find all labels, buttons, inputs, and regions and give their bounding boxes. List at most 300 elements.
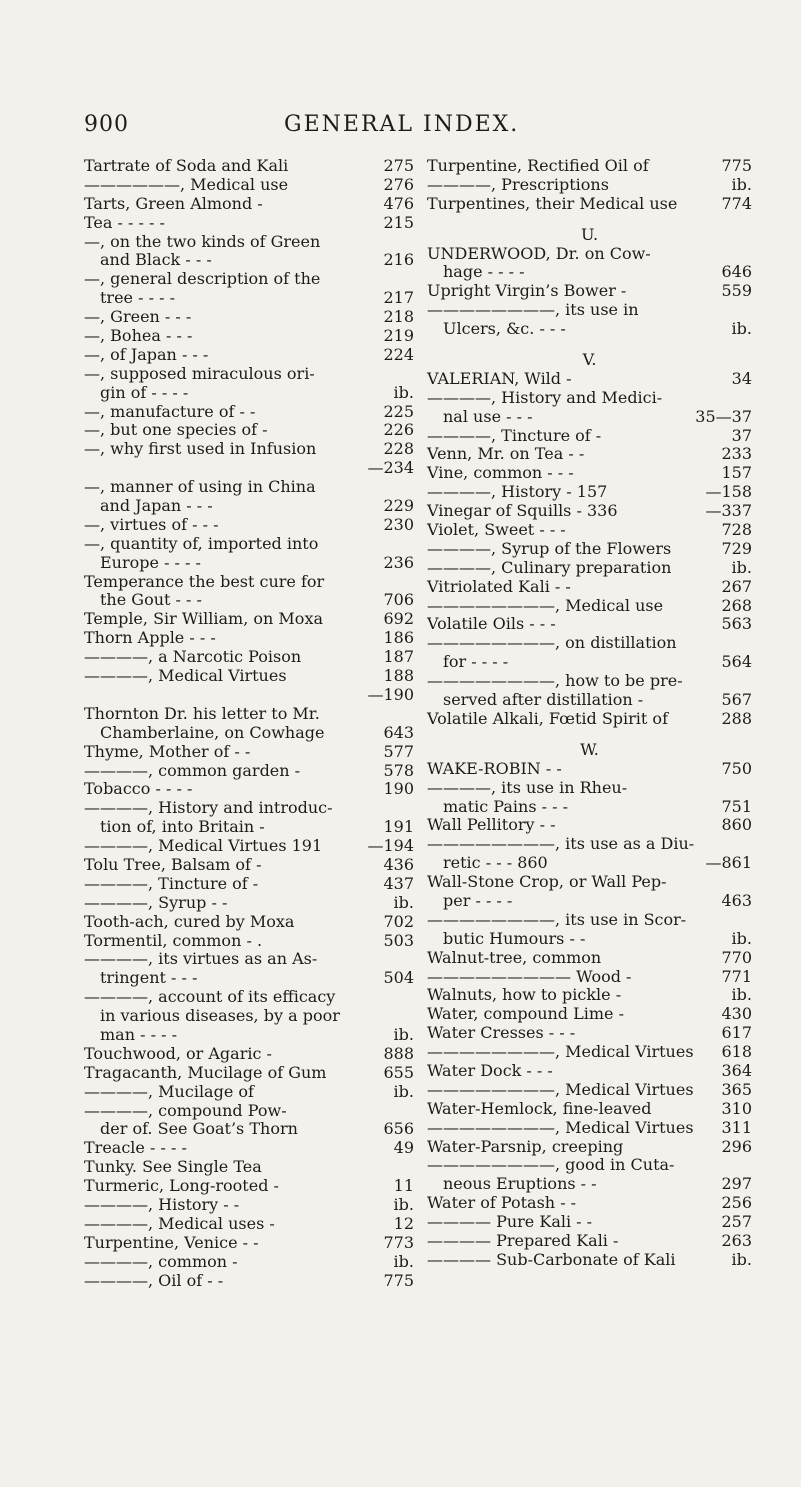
index-entry: [84, 516, 414, 535]
page-ref: 577: [383, 741, 414, 761]
page-ref: 296: [721, 1136, 752, 1156]
index-entry: [84, 1272, 414, 1291]
index-entry: [427, 1005, 752, 1024]
index-entry: [84, 308, 414, 327]
index-entry: [84, 403, 414, 422]
entry-text: Tea - - - - -: [84, 212, 165, 232]
page-ref: 217: [383, 288, 414, 308]
entry-text: butic Humours - -: [443, 928, 586, 948]
index-entry: [427, 1043, 752, 1062]
entry-text: ———— Prepared Kali -: [427, 1230, 619, 1250]
index-entry: [427, 559, 752, 578]
index-entry: [84, 478, 414, 497]
page-ref: ib.: [393, 382, 414, 402]
entry-text: Water, compound Lime -: [427, 1004, 625, 1024]
entry-text: Tooth-ach, cured by Moxa: [84, 911, 295, 931]
page-ref: 230: [383, 514, 414, 534]
index-entry: [427, 968, 752, 987]
entry-text: ————, History and introduc-: [84, 798, 333, 818]
index-entry: [84, 950, 414, 969]
entry-text: Walnuts, how to pickle -: [427, 985, 622, 1005]
index-entry: [84, 988, 414, 1007]
page-title: GENERAL INDEX.: [284, 112, 520, 137]
page-ref: 187: [383, 647, 414, 667]
index-entry: [84, 1083, 414, 1102]
entry-text: Thornton Dr. his letter to Mr.: [84, 703, 320, 723]
page-ref: —194: [367, 836, 414, 856]
index-entry: [84, 554, 414, 573]
index-entry: [84, 440, 414, 459]
entry-text: Violet, Sweet - - -: [427, 520, 566, 540]
index-entry: [84, 1196, 414, 1215]
page-ref: 751: [721, 796, 752, 816]
index-entry: [427, 408, 752, 427]
page-ref: 236: [383, 552, 414, 572]
page-ref: 770: [721, 947, 752, 967]
page-ref: 49: [393, 1138, 414, 1158]
entry-text: Chamberlaine, on Cowhage: [100, 722, 325, 742]
entry-text: ——————, Medical use: [84, 174, 289, 194]
entry-text: —, but one species of -: [84, 420, 268, 440]
page-ref: 559: [721, 281, 752, 301]
page-ref: 188: [383, 666, 414, 686]
index-entry: [84, 535, 414, 554]
entry-text: nal use - - -: [443, 406, 533, 426]
entry-text: tringent - - -: [100, 968, 198, 988]
index-entry: [84, 1064, 414, 1083]
entry-text: Thyme, Mother of - -: [84, 741, 251, 761]
page-ref: 225: [383, 401, 414, 421]
entry-text: ————, its use in Rheu-: [427, 777, 628, 797]
entry-text: Water of Potash - -: [427, 1193, 577, 1213]
index-entry: [427, 176, 752, 195]
entry-text: ————, Mucilage of: [84, 1081, 254, 1101]
index-entry: [84, 762, 414, 781]
entry-text: —, quantity of, imported into: [84, 533, 319, 553]
entry-text: ————, History - -: [84, 1194, 240, 1214]
entry-text: ————, History and Medici-: [427, 387, 663, 407]
entry-text: UNDERWOOD, Dr. on Cow-: [427, 243, 651, 263]
page-ref: ib.: [393, 1081, 414, 1101]
index-entry: [84, 1253, 414, 1272]
index-entry: [84, 214, 414, 233]
index-entry: [427, 1175, 752, 1194]
index-entry: [84, 346, 414, 365]
page-ref: 774: [721, 193, 752, 213]
index-entry: [427, 1081, 752, 1100]
entry-text: ————, Medical uses -: [84, 1213, 275, 1233]
index-entry: [427, 798, 752, 817]
section-letter: [427, 351, 752, 370]
page-ref: 436: [383, 854, 414, 874]
index-entry: [427, 873, 752, 892]
index-entry: [427, 540, 752, 559]
entry-text: —, manufacture of - -: [84, 401, 256, 421]
index-entry: [427, 911, 752, 930]
index-entry: [427, 1213, 752, 1232]
page-ref: 430: [721, 1004, 752, 1024]
entry-text: ————, compound Pow-: [84, 1100, 287, 1120]
entry-text: Tragacanth, Mucilage of Gum: [84, 1062, 327, 1082]
index-entry: [427, 370, 752, 389]
page-ref: 216: [383, 250, 414, 270]
entry-text: Tarts, Green Almond -: [84, 193, 263, 213]
entry-text: Wall Pellitory - -: [427, 815, 556, 835]
index-entry: [84, 176, 414, 195]
page-ref: 11: [393, 1176, 414, 1196]
page-ref: 224: [383, 344, 414, 364]
page-ref: 706: [383, 590, 414, 610]
page-ref: 191: [383, 817, 414, 837]
entry-text: ————————, Medical Virtues: [427, 1117, 694, 1137]
entry-text: der of. See Goat’s Thorn: [100, 1119, 298, 1139]
index-entry: [84, 1234, 414, 1253]
page-ref: 750: [721, 758, 752, 778]
index-entry: [427, 1251, 752, 1270]
entry-text: Tormentil, common - .: [84, 930, 263, 950]
entry-text: ————, Syrup of the Flowers: [427, 538, 672, 558]
entry-text: Water-Parsnip, creeping: [427, 1136, 624, 1156]
page-ref: 218: [383, 307, 414, 327]
index-entry: [427, 1119, 752, 1138]
entry-text: gin of - - - -: [100, 382, 189, 402]
page-ref: 310: [721, 1098, 752, 1118]
page-ref: 563: [721, 614, 752, 634]
index-entry: [427, 502, 752, 521]
index-entry: [84, 421, 414, 440]
index-entry: [84, 875, 414, 894]
index-entry: [427, 263, 752, 282]
entry-text: neous Eruptions - -: [443, 1174, 597, 1194]
index-entry: [427, 835, 752, 854]
page-ref: 226: [383, 420, 414, 440]
index-entry: [427, 195, 752, 214]
entry-text: Turpentine, Venice - -: [84, 1232, 259, 1252]
entry-text: Turmeric, Long-rooted -: [84, 1176, 279, 1196]
index-entry: [427, 949, 752, 968]
page-ref: 257: [721, 1212, 752, 1232]
entry-text: Tunky. See Single Tea: [84, 1157, 262, 1177]
entry-text: Vitriolated Kali - -: [427, 576, 571, 596]
index-entry: [84, 1139, 414, 1158]
index-entry: [84, 969, 414, 988]
entry-text: ————————, Medical Virtues: [427, 1042, 694, 1062]
entry-text: Touchwood, or Agaric -: [84, 1043, 272, 1063]
page-ref: ib.: [393, 1251, 414, 1271]
index-entry: [84, 270, 414, 289]
page-ref: 504: [383, 968, 414, 988]
page-ref: 228: [383, 439, 414, 459]
page-ref: 190: [383, 779, 414, 799]
index-entry: [427, 1024, 752, 1043]
index-entry: [84, 365, 414, 384]
index-entry: [427, 521, 752, 540]
entry-text: ————, common -: [84, 1251, 238, 1271]
entry-text: hage - - - -: [443, 262, 525, 282]
entry-text: U.: [580, 224, 599, 244]
entry-text: Treacle - - - -: [84, 1138, 187, 1158]
page-ref: 775: [383, 1270, 414, 1290]
entry-text: ————, Medical Virtues: [84, 666, 287, 686]
entry-text: Tolu Tree, Balsam of -: [84, 854, 262, 874]
index-entry: [84, 818, 414, 837]
page-ref: 215: [383, 212, 414, 232]
index-entry: [84, 648, 414, 667]
entry-text: —, manner of using in China: [84, 477, 316, 497]
index-entry: [84, 780, 414, 799]
entry-text: ————————, good in Cuta-: [427, 1155, 675, 1175]
entry-text: —, supposed miraculous ori-: [84, 363, 315, 383]
index-entry: [84, 459, 414, 478]
entry-text: man - - - -: [100, 1024, 177, 1044]
page-ref: 655: [383, 1062, 414, 1082]
page-ref: ib.: [731, 557, 752, 577]
page-ref: ib.: [393, 1194, 414, 1214]
index-entry: [84, 1120, 414, 1139]
page-ref: ib.: [393, 892, 414, 912]
entry-text: ————, Medical Virtues 191: [84, 836, 323, 856]
page-ref: 692: [383, 609, 414, 629]
page-ref: ib.: [731, 985, 752, 1005]
index-entry: [427, 892, 752, 911]
entry-text: Vinegar of Squills - 336: [427, 501, 618, 521]
entry-text: tree - - - -: [100, 288, 175, 308]
index-entry: [84, 724, 414, 743]
entry-text: Tartrate of Soda and Kali: [84, 156, 289, 175]
page-ref: 617: [721, 1023, 752, 1043]
entry-text: Tobacco - - - -: [84, 779, 193, 799]
index-entry: [84, 686, 414, 705]
entry-text: ————————, its use in: [427, 300, 639, 320]
index-entry: [84, 799, 414, 818]
index-entry: [84, 1026, 414, 1045]
index-entry: [84, 289, 414, 308]
index-entry: [84, 327, 414, 346]
entry-text: —, on the two kinds of Green: [84, 231, 321, 251]
index-entry: [427, 615, 752, 634]
entry-text: matic Pains - - -: [443, 796, 568, 816]
page-ref: 860: [721, 815, 752, 835]
index-entry: [427, 1232, 752, 1251]
page-ref: 728: [721, 520, 752, 540]
entry-text: V.: [582, 350, 597, 370]
page-ref: 567: [721, 690, 752, 710]
entry-text: Volatile Alkali, Fœtid Spirit of: [427, 708, 668, 728]
entry-text: Ulcers, &c. - - -: [443, 319, 566, 339]
page-number: 900: [84, 112, 129, 137]
index-entry: [84, 894, 414, 913]
entry-text: ————, Culinary preparation: [427, 557, 672, 577]
entry-text: and Japan - - -: [100, 496, 213, 516]
entry-text: ————, Prescriptions: [427, 174, 609, 194]
page-ref: —337: [705, 501, 752, 521]
entry-text: per - - - -: [443, 890, 513, 910]
index-entry: [427, 816, 752, 835]
index-entry: [84, 573, 414, 592]
index-entry: [84, 667, 414, 686]
page-ref: 729: [721, 538, 752, 558]
page-ref: 364: [721, 1060, 752, 1080]
entry-text: Water-Hemlock, fine-leaved: [427, 1098, 652, 1118]
entry-text: for - - - -: [443, 652, 509, 672]
page-ref: ib.: [731, 928, 752, 948]
entry-text: WAKE-ROBIN - -: [427, 758, 562, 778]
entry-text: served after distillation -: [443, 690, 644, 710]
page-ref: 773: [383, 1232, 414, 1252]
index-entry: [427, 245, 752, 264]
index-entry: [84, 932, 414, 951]
page-ref: 157: [721, 463, 752, 483]
index-entry: [84, 629, 414, 648]
index-entry: [84, 157, 414, 176]
index-entry: [427, 672, 752, 691]
page-ref: ib.: [731, 319, 752, 339]
index-entry: [84, 384, 414, 403]
index-entry: [427, 1156, 752, 1175]
page-ref: 267: [721, 576, 752, 596]
index-entry: [427, 986, 752, 1005]
index-entry: [427, 930, 752, 949]
index-entry: [84, 1007, 414, 1026]
index-entry: [84, 1215, 414, 1234]
index-entry: [84, 856, 414, 875]
page-ref: 311: [721, 1117, 752, 1137]
page-ref: 476: [383, 193, 414, 213]
entry-text: in various diseases, by a poor: [100, 1006, 340, 1026]
entry-text: —, of Japan - - -: [84, 344, 209, 364]
index-entry: [427, 157, 752, 176]
left-column: [84, 157, 414, 1290]
index-entry: [427, 854, 752, 873]
index-entry: [84, 195, 414, 214]
index-entry: [427, 597, 752, 616]
index-entry: [427, 483, 752, 502]
page-ref: 437: [383, 873, 414, 893]
index-entry: [84, 837, 414, 856]
page-ref: 229: [383, 496, 414, 516]
page-ref: 288: [721, 708, 752, 728]
entry-text: ————————— Wood -: [427, 966, 632, 986]
entry-text: —, Green - - -: [84, 307, 192, 327]
entry-text: ————————, its use in Scor-: [427, 909, 687, 929]
entry-text: ————————, how to be pre-: [427, 671, 683, 691]
index-entry: [84, 913, 414, 932]
index-entry: [427, 710, 752, 729]
index-entry: [84, 1177, 414, 1196]
entry-text: ————, Oil of - -: [84, 1270, 224, 1290]
page-ref: 463: [721, 890, 752, 910]
section-letter: [427, 226, 752, 245]
index-entry: [84, 743, 414, 762]
page-ref: 503: [383, 930, 414, 950]
index-entry: [427, 320, 752, 339]
page-ref: 656: [383, 1119, 414, 1139]
page-ref: 578: [383, 760, 414, 780]
page-ref: 256: [721, 1193, 752, 1213]
entry-text: W.: [580, 739, 599, 759]
page-ref: 702: [383, 911, 414, 931]
section-gap: [427, 214, 752, 226]
entry-text: —, general description of the: [84, 269, 321, 289]
index-entry: [427, 389, 752, 408]
entry-text: retic - - - 860: [443, 853, 548, 873]
entry-text: ————, a Narcotic Poison: [84, 647, 302, 667]
entry-text: ————, common garden -: [84, 760, 301, 780]
page-ref: 263: [721, 1230, 752, 1250]
index-entry: [427, 445, 752, 464]
page-ref: 771: [721, 966, 752, 986]
entry-text: ————————, on distillation: [427, 633, 677, 653]
entry-text: Volatile Oils - - -: [427, 614, 556, 634]
entry-text: ———— Sub-Carbonate of Kali: [427, 1249, 676, 1269]
page-ref: 275: [383, 156, 414, 175]
page-ref: ib.: [731, 1249, 752, 1269]
index-entry: [84, 251, 414, 270]
page-ref: 37: [731, 425, 752, 445]
index-entry: [84, 233, 414, 252]
page-header: [84, 112, 724, 140]
entry-text: Temple, Sir William, on Moxa: [84, 609, 323, 629]
entry-text: Water Cresses - - -: [427, 1023, 576, 1043]
entry-text: Vine, common - - -: [427, 463, 574, 483]
index-entry: [427, 578, 752, 597]
entry-text: Upright Virgin’s Bower -: [427, 281, 627, 301]
page-ref: 297: [721, 1174, 752, 1194]
page-ref: 276: [383, 174, 414, 194]
entry-text: Thorn Apple - - -: [84, 628, 216, 648]
index-entry: [84, 1045, 414, 1064]
index-entry: [427, 1138, 752, 1157]
page-ref: 775: [721, 156, 752, 175]
entry-text: ———— Pure Kali - -: [427, 1212, 593, 1232]
entry-text: and Black - - -: [100, 250, 212, 270]
page-ref: 643: [383, 722, 414, 742]
page-ref: 219: [383, 326, 414, 346]
page-ref: 646: [721, 262, 752, 282]
entry-text: Venn, Mr. on Tea - -: [427, 444, 585, 464]
entry-text: Water Dock - - -: [427, 1060, 553, 1080]
index-entry: [427, 634, 752, 653]
page-ref: 618: [721, 1042, 752, 1062]
index-entry: [427, 653, 752, 672]
entry-text: ————, Tincture of -: [427, 425, 602, 445]
entry-text: —, why first used in Infusion: [84, 439, 317, 459]
entry-text: Turpentine, Rectified Oil of: [427, 156, 649, 175]
entry-text: Wall-Stone Crop, or Wall Pep-: [427, 872, 667, 892]
page-ref: 12: [393, 1213, 414, 1233]
index-entry: [427, 1062, 752, 1081]
index-entry: [84, 591, 414, 610]
page-ref: ib.: [731, 174, 752, 194]
entry-text: tion of, into Britain -: [100, 817, 265, 837]
entry-text: ————, History - 157: [427, 482, 608, 502]
entry-text: —, Bohea - - -: [84, 326, 193, 346]
section-letter: [427, 741, 752, 760]
entry-text: ————————, its use as a Diu-: [427, 834, 695, 854]
page-ref: 35—37: [695, 406, 752, 426]
entry-text: Temperance the best cure for: [84, 571, 325, 591]
index-entry: [427, 1194, 752, 1213]
page-ref: —158: [705, 482, 752, 502]
page-ref: 365: [721, 1079, 752, 1099]
entry-text: Turpentines, their Medical use: [427, 193, 678, 213]
page-ref: —190: [367, 684, 414, 704]
entry-text: —, virtues of - - -: [84, 514, 219, 534]
entry-text: ————————, Medical Virtues: [427, 1079, 694, 1099]
index-entry: [427, 760, 752, 779]
index-entry: [84, 497, 414, 516]
entry-text: ————————, Medical use: [427, 595, 664, 615]
